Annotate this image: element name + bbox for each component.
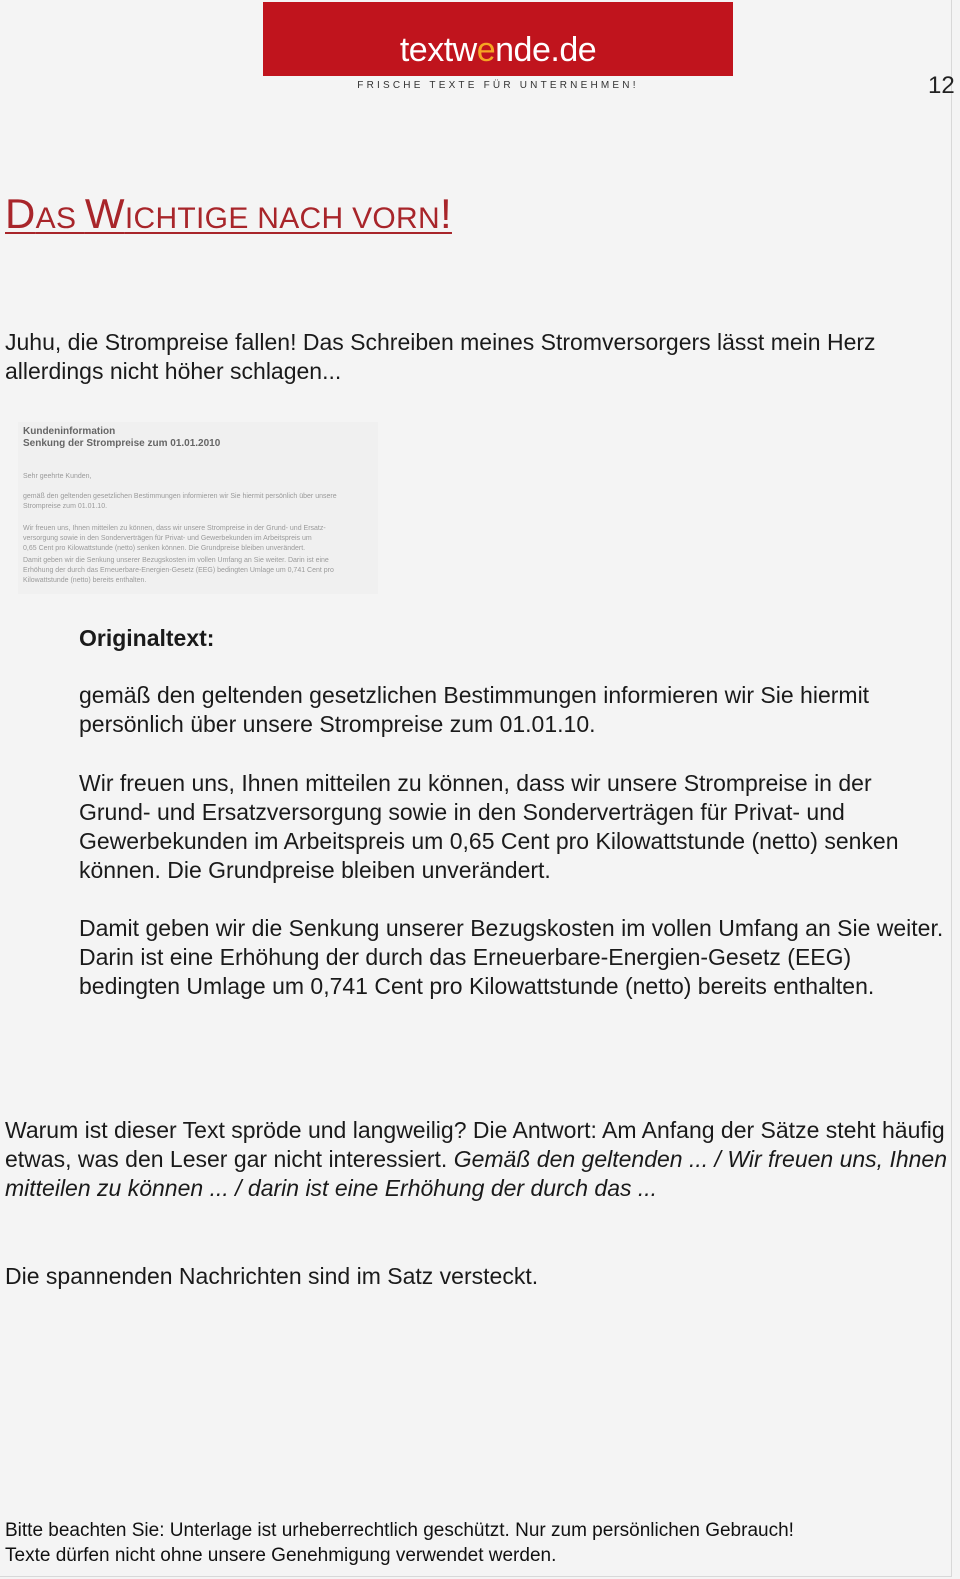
scan-line: 0,65 Cent pro Kilowattstunde (netto) senken können. Die Grundpreise bleiben unverändert. [23,545,306,552]
analysis-italic: Gemäß den geltenden ... / Wir freuen uns, Ihnen mitteilen zu können ... / darin ist eine Erhöhung der durch das ... [5,1146,948,1201]
intro-paragraph: Juhu, die Strompreise fallen! Das Schreiben meines Stromversorgers lässt mein Herz allerdings nicht höher schlagen... [5,329,876,384]
logo-text [400,31,596,70]
logo-prefix: textw [399,30,477,69]
analysis-paragraph [5,1116,950,1203]
scanned-letter-image [18,422,378,594]
scan-line: Wir freuen uns, Ihnen mitteilen zu können, dass wir unsere Strompreise in der Grund- und Ersatz- [23,525,326,532]
title-part-1: AS [35,202,85,235]
scan-title [23,426,220,450]
title-cap-2: W [84,190,125,237]
scan-line: versorgung sowie in den Sonderverträgen für Privat- und Gewerbekunden im Arbeitspreis um [23,535,312,542]
title-part-2: ICHTIGE NACH VORN [124,202,440,235]
page-number: 12 [928,72,955,99]
title-cap-1: D [5,190,36,237]
scan-line: Kilowattstunde (netto) bereits enthalten. [23,577,147,584]
original-label: Originaltext: [79,625,215,651]
original-paragraph-3: Damit geben wir die Senkung unserer Bezugskosten im vollen Umfang an Sie weiter. Darin ist eine Erhöhung der durch das Erneuerbare-Energien-Gesetz (EEG) bedingten Umlage um 0,741 Cent pro Kilowattstunde (netto) bereits enthalten. [79,915,944,999]
page-title [5,190,452,238]
footer-line-1: Bitte beachten Sie: Unterlage ist urheberrechtlich geschützt. Nur zum persönlichen Gebrauch! [5,1520,794,1541]
copyright-footer [5,1518,794,1568]
scan-title-line-2: Senkung der Strompreise zum 01.01.2010 [23,438,221,449]
original-paragraph-2: Wir freuen uns, Ihnen mitteilen zu können, dass wir unsere Strompreise in der Grund- und Ersatzversorgung sowie in den Sonderverträgen für Privat- und Gewerbekunden im Arbeitspreis um 0,65 Cent pro Kilowattstunde (netto) senken können. Die Grundpreise bleiben unverändert. [79,770,899,883]
scan-line: Erhöhung der durch das Erneuerbare-Energien-Gesetz (EEG) bedingten Umlage um 0,741 Cent pro [23,567,334,574]
scan-line: Strompreise zum 01.01.10. [23,503,108,510]
logo [263,2,733,76]
scan-title-line-1: Kundeninformation [23,426,116,437]
footer-line-2: Texte dürfen nicht ohne unsere Genehmigung verwendet werden. [5,1545,557,1566]
title-cap-3: ! [439,190,452,237]
logo-accent: e [476,30,496,69]
scan-line: gemäß den geltenden gesetzlichen Bestimmungen informieren wir Sie hiermit persönlich über unsere [23,493,337,500]
scan-line: Sehr geehrte Kunden, [23,473,92,480]
scan-line: Damit geben wir die Senkung unserer Bezugskosten im vollen Umfang an Sie weiter. Darin ist eine [23,557,329,564]
logo-suffix: nde.de [495,30,597,69]
summary-paragraph: Die spannenden Nachrichten sind im Satz versteckt. [5,1263,539,1289]
original-paragraph-1: gemäß den geltenden gesetzlichen Bestimmungen informieren wir Sie hiermit persönlich über unsere Strompreise zum 01.01.10. [79,682,870,737]
logo-tagline: FRISCHE TEXTE FÜR UNTERNEHMEN! [357,80,639,91]
analysis-plain: Warum ist dieser Text spröde und langweilig? Die Antwort: Am Anfang der Sätze steht häufig etwas, was den Leser gar nicht interessiert. [5,1117,945,1172]
